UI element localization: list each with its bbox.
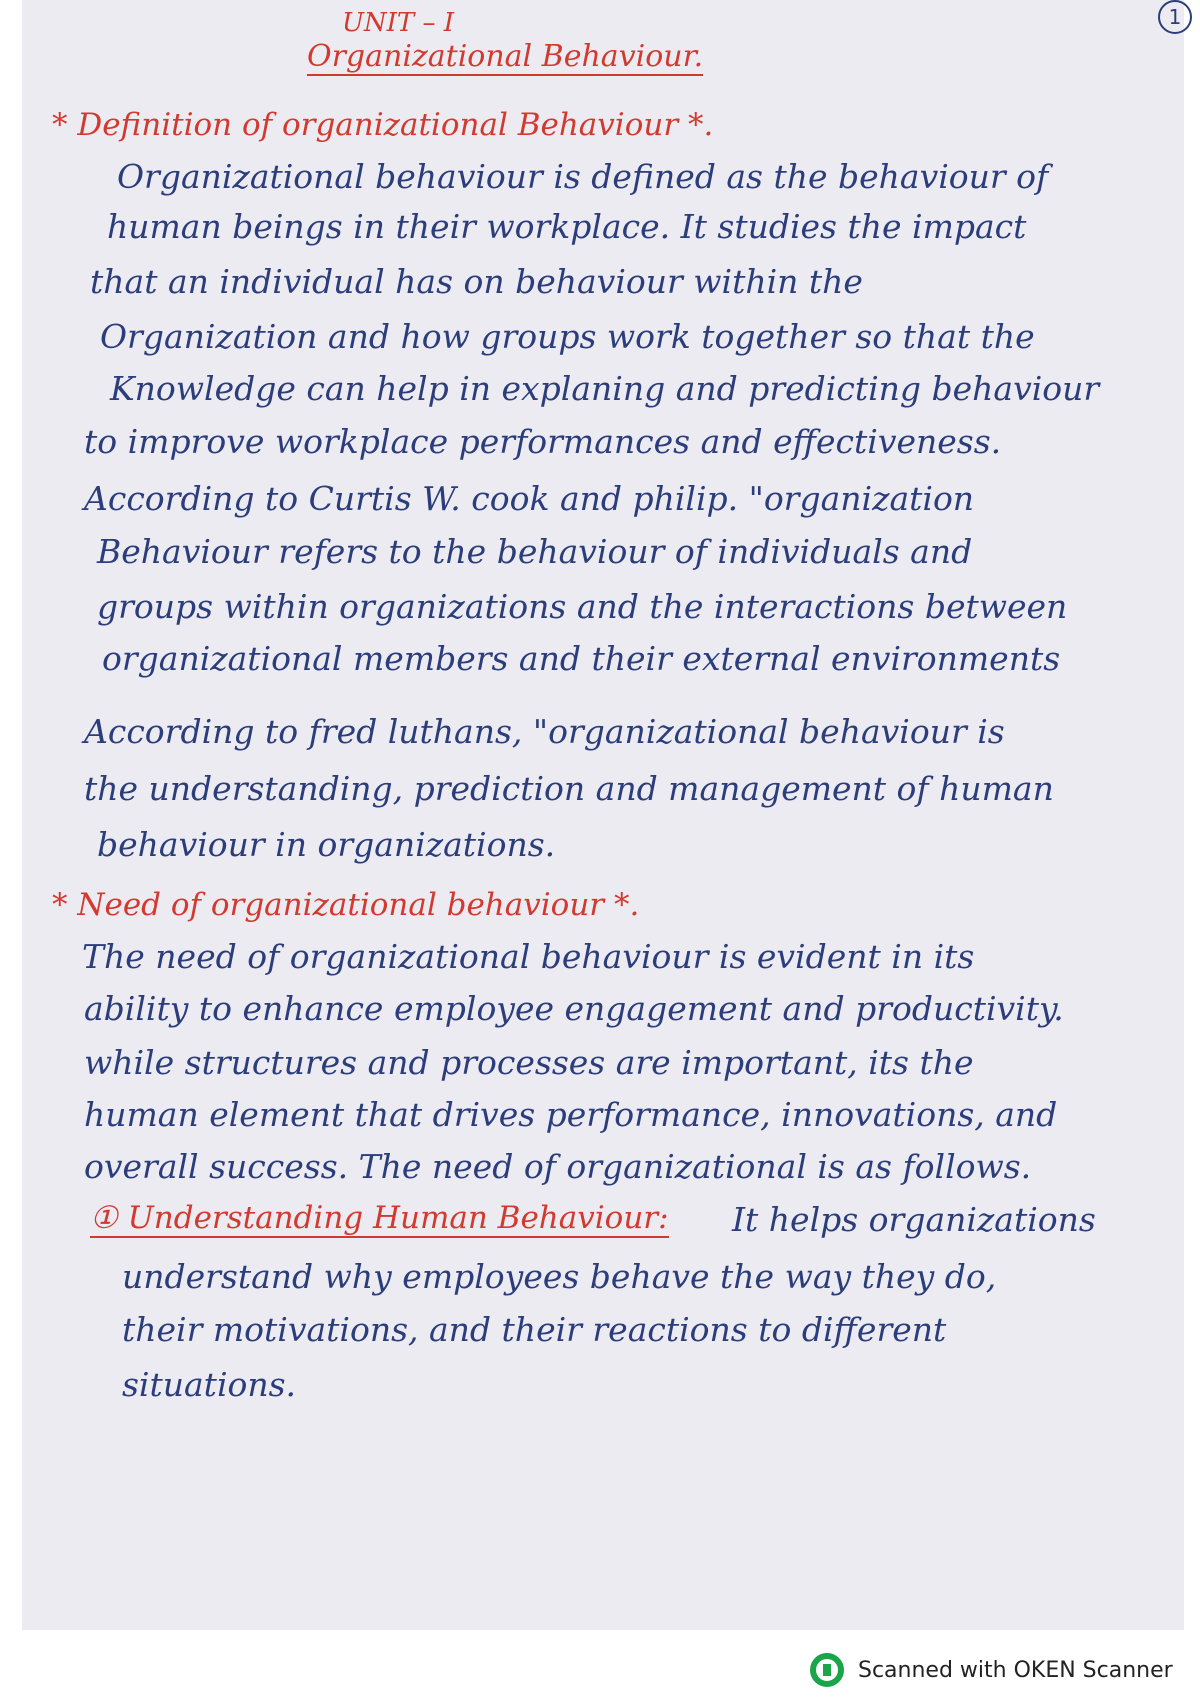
paragraph-line: Knowledge can help in explaning and predicting behaviour [110,369,1100,408]
quote-line: the understanding, prediction and management of human [84,769,1054,808]
scanner-watermark-text: Scanned with OKEN Scanner [858,1657,1173,1683]
scanner-footer [810,1650,1173,1690]
paragraph-line: ability to enhance employee engagement and productivity. [84,989,1064,1028]
point-line: understand why employees behave the way they do, [122,1257,997,1296]
quote-line: groups within organizations and the interactions between [97,587,1068,626]
paragraph-line: overall success. The need of organizational is as follows. [84,1147,1032,1186]
paragraph-line: Organization and how groups work together so that the [100,317,1035,356]
quote-line: According to fred luthans, "organizational behaviour is [84,712,1005,751]
oken-scanner-logo-icon [810,1653,844,1687]
page-number: 1 [1158,0,1192,34]
point-line: situations. [122,1365,297,1404]
paragraph-line: that an individual has on behaviour within the [90,262,863,301]
point-line: It helps organizations [732,1200,1096,1239]
page-title: Organizational Behaviour. [307,39,704,74]
unit-label: UNIT – I [342,8,455,38]
point-line: their motivations, and their reactions to different [122,1310,947,1349]
point-title: ① Understanding Human Behaviour: [90,1200,669,1236]
paragraph-line: human beings in their workplace. It studies the impact [107,207,1027,246]
paragraph-line: Organizational behaviour is defined as the behaviour of [117,157,1049,196]
quote-line: Behaviour refers to the behaviour of individuals and [97,532,973,571]
quote-line: According to Curtis W. cook and philip. "organization [84,479,975,518]
paragraph-line: while structures and processes are important, its the [84,1043,974,1082]
paragraph-line: human element that drives performance, innovations, and [84,1095,1058,1134]
scanned-page [22,0,1184,1630]
quote-line: organizational members and their external environments [102,639,1061,678]
paragraph-line: to improve workplace performances and effectiveness. [84,422,1002,461]
section-heading-definition: * Definition of organizational Behaviour *. [52,107,714,143]
section-heading-need: * Need of organizational behaviour *. [52,887,640,923]
paragraph-line: The need of organizational behaviour is evident in its [82,937,975,976]
quote-line: behaviour in organizations. [97,825,556,864]
